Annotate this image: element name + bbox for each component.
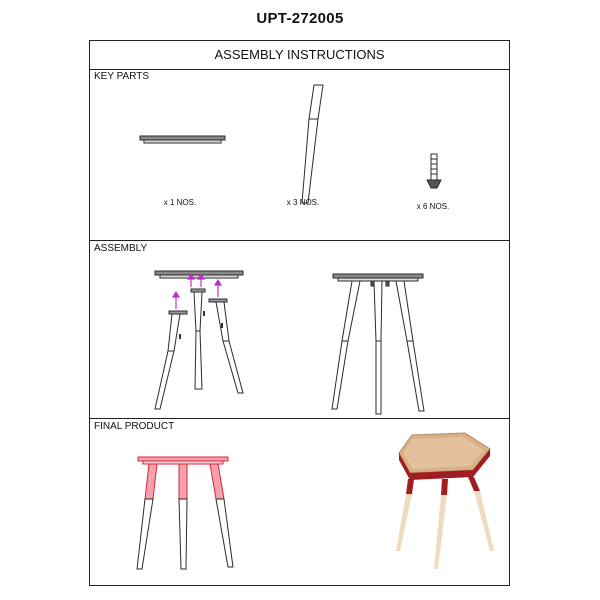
document-title: UPT-272005 [256,10,344,27]
leg-quantity: x 3 NOS. [286,198,320,207]
exploded-view [155,271,243,409]
tabletop-quantity: x 1 NOS. [163,198,197,207]
assembly-label: ASSEMBLY [94,243,148,254]
instruction-frame [89,40,510,586]
key-parts-section [90,69,509,241]
assembly-section [90,241,509,419]
screw-part [427,154,441,188]
highlighted-table-drawing [137,457,233,569]
tabletop-part [140,136,225,143]
instructions-heading: ASSEMBLY INSTRUCTIONS [90,41,509,70]
final-product-label: FINAL PRODUCT [94,421,175,432]
screw-quantity: x 6 NOS. [416,202,450,211]
final-product-section [90,419,509,587]
leg-part [302,85,323,203]
key-parts-drawing [90,69,511,241]
assembly-drawing [90,241,511,419]
final-product-drawing [90,419,511,587]
rendered-table-photo [396,433,494,569]
key-parts-label: KEY PARTS [94,71,150,82]
assembled-view [332,274,424,414]
